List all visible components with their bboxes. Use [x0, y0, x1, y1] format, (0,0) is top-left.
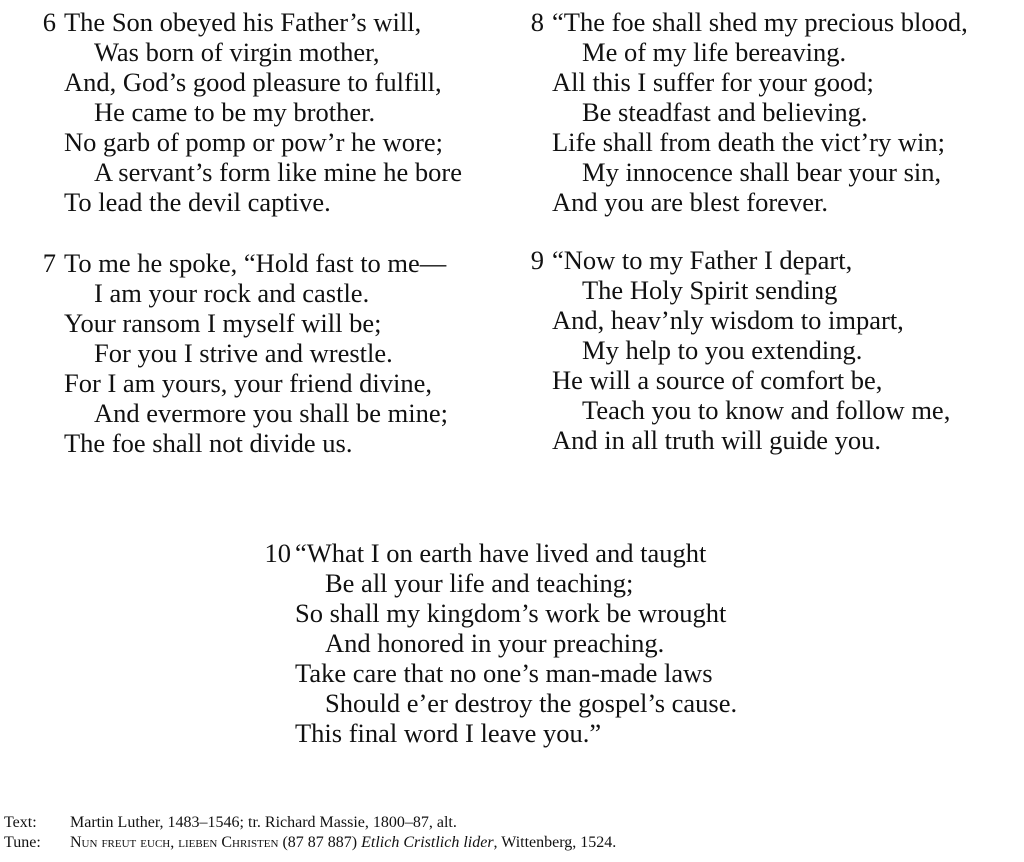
stanza-line: This final word I leave you.”: [295, 718, 602, 748]
stanza-line: Be steadfast and believing.: [582, 97, 868, 127]
stanza-9: [530, 245, 951, 455]
stanza-line: “Now to my Father I depart,: [552, 245, 853, 275]
stanza-line: Your ransom I myself will be;: [64, 308, 382, 338]
tune-source: Etlich Cristlich lider: [361, 834, 494, 851]
stanza-line: “What I on earth have lived and taught: [295, 538, 707, 568]
stanza-line: Should e’er destroy the gospel’s cause.: [325, 688, 738, 718]
stanza-line: My innocence shall bear your sin,: [582, 157, 942, 187]
stanza-line: I am your rock and castle.: [94, 278, 370, 308]
stanza-number: 10: [264, 538, 291, 568]
tune-place-date: , Wittenberg, 1524.: [493, 834, 617, 851]
stanza-line: The Holy Spirit sending: [582, 275, 838, 305]
stanza-number: 7: [42, 248, 56, 278]
stanza-line: The foe shall not divide us.: [64, 428, 353, 458]
text-credit: [4, 813, 616, 833]
stanza-line: The Son obeyed his Father’s will,: [64, 7, 422, 37]
stanza-line: Was born of virgin mother,: [94, 37, 380, 67]
tune-name: Nun freut euch, lieben Christen: [70, 834, 279, 851]
stanza-line: And honored in your preaching.: [325, 628, 665, 658]
stanza-line: For I am yours, your friend divine,: [64, 368, 432, 398]
stanza-line: And, heav’nly wisdom to impart,: [552, 305, 904, 335]
stanza-line: So shall my kingdom’s work be wrought: [295, 598, 727, 628]
stanza-line: And, God’s good pleasure to fulfill,: [64, 67, 442, 97]
stanza-6: [42, 7, 462, 217]
stanza-line: My help to you extending.: [582, 335, 863, 365]
stanza-line: No garb of pomp or pow’r he wore;: [64, 127, 443, 157]
stanza-line: To me he spoke, “Hold fast to me—: [64, 248, 447, 278]
stanza-line: “The foe shall shed my precious blood,: [552, 7, 968, 37]
stanza-line: He will a source of comfort be,: [552, 365, 883, 395]
stanza-line: And you are blest forever.: [552, 187, 828, 217]
stanza-line: Life shall from death the vict’ry win;: [552, 127, 945, 157]
stanza-10: [264, 538, 738, 748]
stanza-line: Me of my life bereaving.: [582, 37, 847, 67]
tune-credit-label: Tune:: [4, 834, 41, 851]
stanza-line: He came to be my brother.: [94, 97, 376, 127]
stanza-line: Teach you to know and follow me,: [582, 395, 951, 425]
stanza-number: 9: [530, 245, 544, 275]
stanza-line: All this I suffer for your good;: [552, 67, 874, 97]
stanza-line: To lead the devil captive.: [64, 187, 331, 217]
stanza-line: A servant’s form like mine he bore: [94, 157, 462, 187]
hymn-credits: [4, 813, 616, 853]
stanza-7: [42, 248, 448, 458]
tune-meter: (87 87 887): [282, 834, 358, 851]
stanza-line: Be all your life and teaching;: [325, 568, 634, 598]
stanza-8: [530, 7, 968, 217]
stanza-line: For you I strive and wrestle.: [94, 338, 393, 368]
stanza-line: And in all truth will guide you.: [552, 425, 882, 455]
tune-credit: [4, 833, 616, 853]
stanza-line: Take care that no one’s man-made laws: [295, 658, 713, 688]
text-credit-value: Martin Luther, 1483–1546; tr. Richard Massie, 1800–87, alt.: [70, 814, 457, 831]
stanza-line: And evermore you shall be mine;: [94, 398, 448, 428]
text-credit-label: Text:: [4, 814, 37, 831]
stanza-number: 6: [42, 7, 56, 37]
stanza-number: 8: [530, 7, 544, 37]
